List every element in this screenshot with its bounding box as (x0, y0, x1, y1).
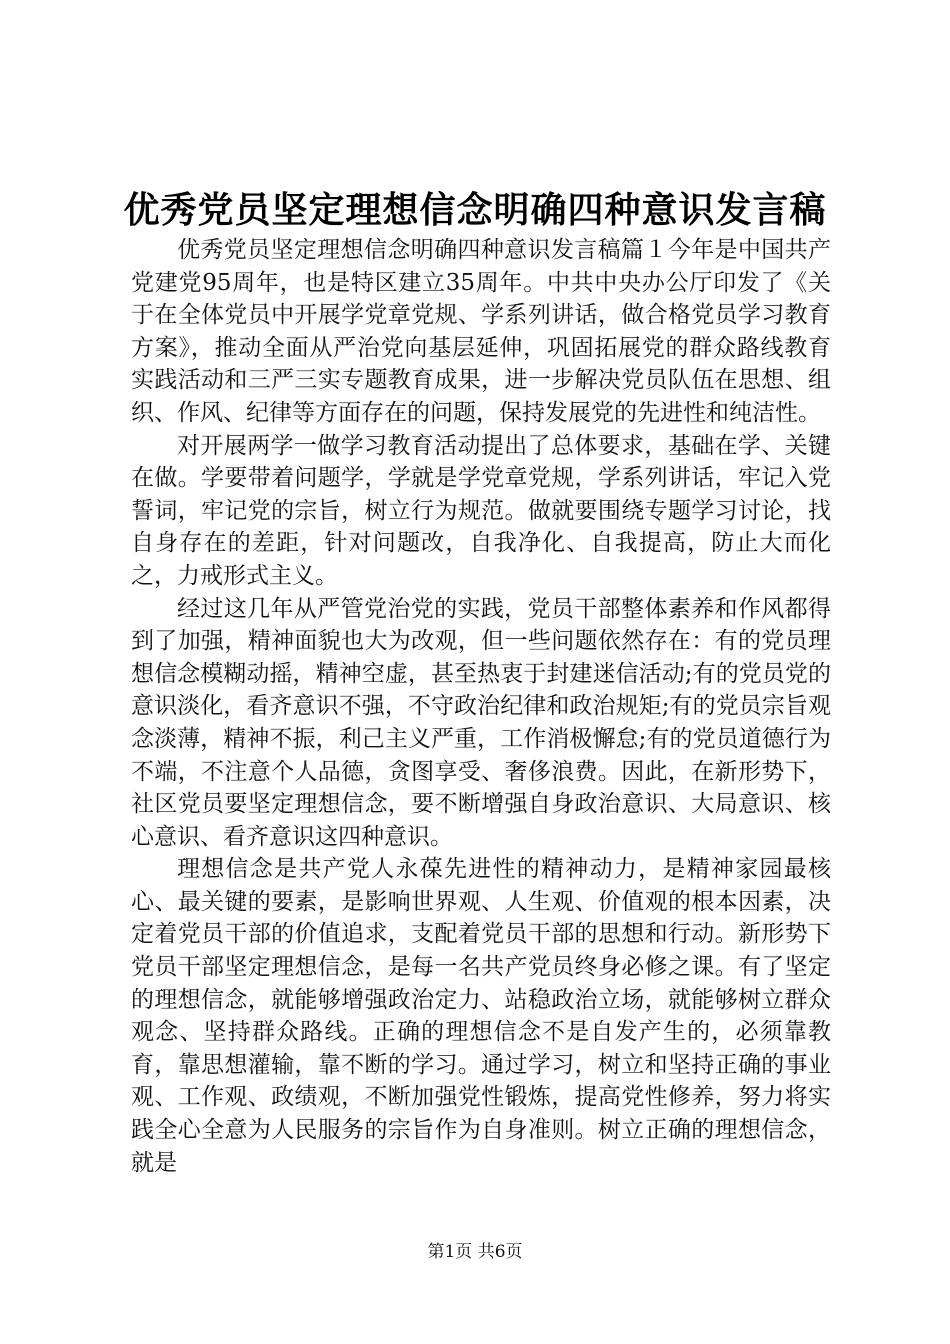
document-title: 优秀党员坚定理想信念明确四种意识发言稿 (123, 189, 827, 231)
paragraph: 优秀党员坚定理想信念明确四种意识发言稿篇１今年是中国共产党建党95周年，也是特区建立35周年。中共中央办公厅印发了《关于在全体党员中开展学党章党规、学系列讲话，做合格党员学习教育方案》，推动全面从严治党向基层延伸，巩固拓展党的群众路线教育实践活动和三严三实专题教育成果，进一步解决党员队伍在思想、组织、作风、纪律等方面存在的问题，保持发展党的先进性和纯洁性。 (131, 237, 831, 426)
paragraph: 理想信念是共产党人永葆先进性的精神动力，是精神家园最核心、最关键的要素，是影响世界观、人生观、价值观的根本因素，决定着党员干部的价值追求，支配着党员干部的思想和行动。新形势下党员干部坚定理想信念，是每一名共产党员终身必修之课。有了坚定的理想信念，就能够增强政治定力、站稳政治立场，就能够树立群众观念、坚持群众路线。正确的理想信念不是自发产生的，必须靠教育，靠思想灌输，靠不断的学习。通过学习，树立和坚持正确的事业观、工作观、政绩观，不断加强党性锻炼，提高党性修养，努力将实践全心全意为人民服务的宗旨作为自身准则。树立正确的理想信念，就是 (131, 856, 831, 1176)
document-body (131, 234, 831, 1179)
page-number-footer: 第1页 共6页 (427, 1242, 523, 1262)
paragraph: 经过这几年从严管党治党的实践，党员干部整体素养和作风都得到了加强，精神面貌也大为改观，但一些问题依然存在：有的党员理想信念模糊动摇，精神空虚，甚至热衷于封建迷信活动;有的党员党的意识淡化，看齐意识不强，不守政治纪律和政治规矩;有的党员宗旨观念淡薄，精神不振，利己主义严重，工作消极懈怠;有的党员道德行为不端，不注意个人品德，贪图享受、奢侈浪费。因此，在新形势下，社区党员要坚定理想信念，要不断增强自身政治意识、大局意识、核心意识、看齐意识这四种意识。 (131, 595, 831, 850)
paragraph: 对开展两学一做学习教育活动提出了总体要求，基础在学、关键在做。学要带着问题学，学就是学党章党规，学系列讲话，牢记入党誓词，牢记党的宗旨，树立行为规范。做就要围绕专题学习讨论，找自身存在的差距，针对问题改，自我净化、自我提高，防止大而化之，力戒形式主义。 (131, 432, 831, 589)
